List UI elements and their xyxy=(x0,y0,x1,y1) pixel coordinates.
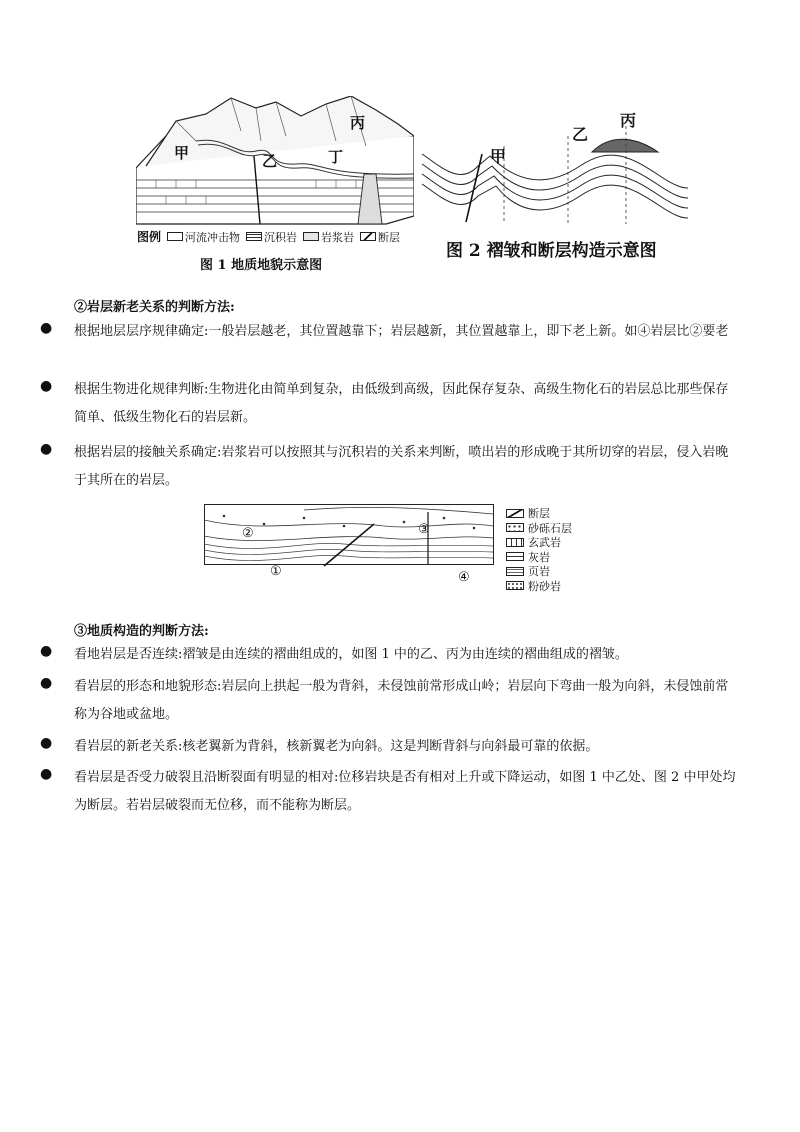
bullet-dot: ● xyxy=(40,441,53,457)
figure1-legend-river: 河流冲击物 xyxy=(185,230,241,244)
figure2-label-yi: 乙 xyxy=(572,125,589,144)
legend-label-shale: 页岩 xyxy=(528,565,550,579)
figure2-caption: 图 2 褶皱和断层构造示意图 xyxy=(446,241,657,261)
legend-row-shale xyxy=(506,564,572,579)
section3-bullet-4 xyxy=(40,764,740,820)
section2-heading: ②岩层新老关系的判断方法: xyxy=(74,300,235,315)
section2-bullet-1 xyxy=(40,318,740,346)
bullet-dot: ● xyxy=(40,378,53,394)
section2-bullet-2-text: 根据生物进化规律判断:生物进化由简单到复杂，由低级到高级，因此保存复杂、高级生物化石的岩层总比那些保存简单、低级生物化石的岩层新。 xyxy=(74,382,729,425)
legend-swatch-fault xyxy=(360,232,376,241)
legend-swatch-siltstone xyxy=(506,581,524,590)
bullet-dot: ● xyxy=(40,766,53,782)
bullet-dot: ● xyxy=(40,643,53,659)
section3-bullet-1-text: 看地岩层是否连续:褶皱是由连续的褶曲组成的，如图 1 中的乙、丙为由连续的褶曲组成的褶皱。 xyxy=(74,647,628,662)
figure1-label-yi: 乙 xyxy=(262,152,278,170)
figure3-label-1: ① xyxy=(270,564,282,579)
section2-bullet-3-text: 根据岩层的接触关系确定:岩浆岩可以按照其与沉积岩的关系来判断，喷出岩的形成晚于其所切穿的岩层，侵入岩晚于其所在的岩层。 xyxy=(74,445,729,488)
figure1-label-jia: 甲 xyxy=(174,144,190,162)
section3-bullet-3-text: 看岩层的新老关系:核老翼新为背斜，核新翼老为向斜。这是判断背斜与向斜最可靠的依据。 xyxy=(74,739,599,754)
figure3-label-4: ④ xyxy=(458,570,470,585)
section3-bullet-4-text: 看岩层是否受力破裂且沿断裂面有明显的相对:位移岩块是否有相对上升或下降运动，如图 1 中乙处、图 2 中甲处均为断层。若岩层破裂而无位移，而不能称为断层。 xyxy=(74,770,736,813)
figure2-label-bing: 丙 xyxy=(620,111,637,130)
section3-bullet-1 xyxy=(40,641,740,669)
section3-bullet-2-text: 看岩层的形态和地貌形态:岩层向上拱起一般为背斜，未侵蚀前常形成山岭；岩层向下弯曲一般为向斜，未侵蚀前常称为谷地或盆地。 xyxy=(74,679,729,722)
legend-swatch-limestone xyxy=(506,552,524,561)
legend-swatch-basalt xyxy=(506,538,524,547)
figure1-legend-sedimentary: 沉积岩 xyxy=(264,230,298,244)
legend-label-limestone: 灰岩 xyxy=(528,550,550,564)
legend-row-fault xyxy=(506,506,572,521)
section2-bullet-1-text: 根据地层层序规律确定:一般岩层越老，其位置越靠下；岩层越新，其位置越靠上，即下老上新。如④岩层比②要老 xyxy=(74,324,729,339)
bullet-dot: ● xyxy=(40,675,53,691)
figure1-legend xyxy=(137,228,400,245)
figure2-diagram xyxy=(420,126,690,226)
figure1-label-bing: 丙 xyxy=(350,114,366,132)
figure1-label-ding: 丁 xyxy=(328,148,344,166)
figure1-legend-fault: 断层 xyxy=(378,230,401,244)
legend-swatch-shale xyxy=(506,567,524,576)
legend-label-siltstone: 粉砂岩 xyxy=(528,579,561,593)
legend-row-limestone xyxy=(506,550,572,565)
figure3-legend xyxy=(506,506,572,593)
legend-label-fault: 断层 xyxy=(528,507,550,521)
legend-swatch-magma xyxy=(303,232,319,241)
section2-bullet-3 xyxy=(40,439,740,495)
figure2-label-jia: 甲 xyxy=(490,147,507,166)
section3-heading: ③地质构造的判断方法: xyxy=(74,624,209,639)
legend-swatch-sedimentary xyxy=(246,232,262,241)
section3-bullet-2 xyxy=(40,673,740,729)
legend-row-siltstone xyxy=(506,579,572,594)
legend-row-gravel xyxy=(506,521,572,536)
legend-row-basalt xyxy=(506,535,572,550)
figure1-legend-magma: 岩浆岩 xyxy=(321,230,355,244)
figure3-label-3: ③ xyxy=(418,522,430,537)
figure1-legend-title: 图例 xyxy=(137,230,162,244)
legend-label-gravel: 砂砾石层 xyxy=(528,521,572,535)
bullet-dot: ● xyxy=(40,735,53,751)
legend-label-basalt: 玄武岩 xyxy=(528,536,561,550)
bullet-dot: ● xyxy=(40,320,53,336)
figure3-label-2: ② xyxy=(242,526,254,541)
legend-swatch-river xyxy=(167,232,183,241)
section2-bullet-2 xyxy=(40,376,740,432)
figure1-caption: 图 1 地质地貌示意图 xyxy=(200,258,323,273)
legend-swatch-fault xyxy=(506,509,524,518)
section3-bullet-3 xyxy=(40,733,740,761)
legend-swatch-gravel xyxy=(506,523,524,532)
